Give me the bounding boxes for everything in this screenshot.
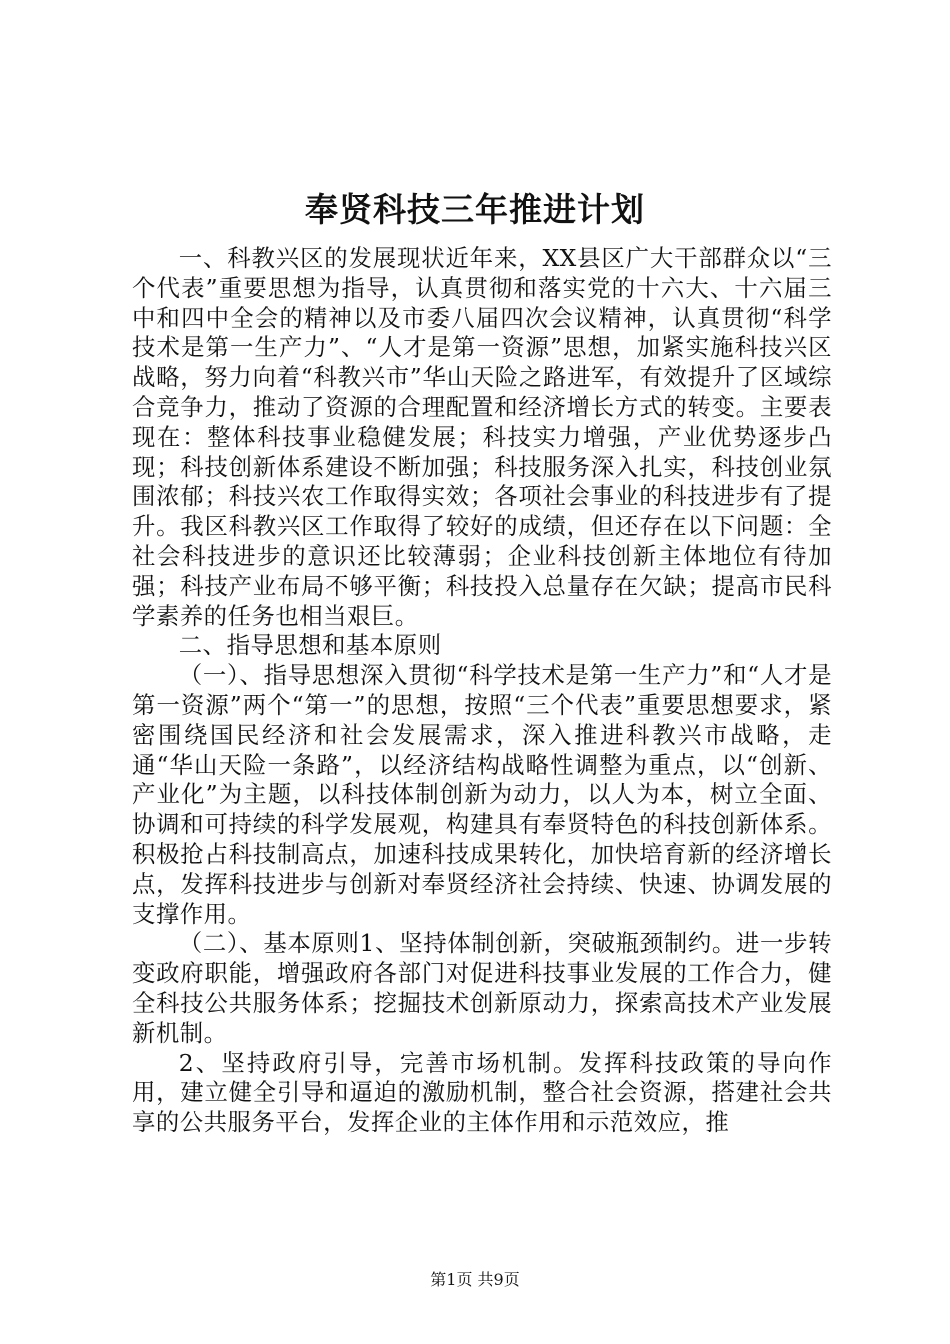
document-body — [132, 244, 832, 1138]
paragraph-guiding-ideology: （一）、指导思想深入贯彻“科学技术是第一生产力”和“人才是第一资源”两个“第一”的思想，按照“三个代表”重要思想要求，紧密围绕国民经济和社会发展需求，深入推进科教兴市战略，走通“华山天险一条路”，以经济结构战略性调整为重点，以“创新、产业化”为主题，以科技体制创新为动力，以人为本，树立全面、协调和可持续的科学发展观，构建具有奉贤特色的科技创新体系。积极抢占科技制高点，加速科技成果转化，加快培育新的经济增长点，发挥科技进步与创新对奉贤经济社会持续、快速、协调发展的支撑作用。 — [132, 661, 832, 928]
paragraph-basic-principles: （二）、基本原则1、坚持体制创新，突破瓶颈制约。进一步转变政府职能，增强政府各部门对促进科技事业发展的工作合力，健全科技公共服务体系；挖掘技术创新原动力，探索高技术产业发展新机制。 — [132, 929, 832, 1047]
paragraph-current-status: 一、科教兴区的发展现状近年来，XX县区广大干部群众以“三个代表”重要思想为指导，认真贯彻和落实党的十六大、十六届三中和四中全会的精神以及市委八届四次会议精神，认真贯彻“科学技术是第一生产力”、“人才是第一资源”思想，加紧实施科技兴区战略，努力向着“科教兴市”华山天险之路进军，有效提升了区域综合竞争力，推动了资源的合理配置和经济增长方式的转变。主要表现在：整体科技事业稳健发展；科技实力增强，产业优势逐步凸现；科技创新体系建设不断加强；科技服务深入扎实，科技创业氛围浓郁；科技兴农工作取得实效；各项社会事业的科技进步有了提升。我区科教兴区工作取得了较好的成绩，但还存在以下问题：全社会科技进步的意识还比较薄弱；企业科技创新主体地位有待加强；科技产业布局不够平衡；科技投入总量存在欠缺；提高市民科学素养的任务也相当艰巨。 — [132, 244, 832, 630]
document-title: 奉贤科技三年推进计划 — [305, 190, 645, 229]
page-indicator: 第1页 共9页 — [430, 1270, 520, 1289]
paragraph-section-heading: 二、指导思想和基本原则 — [178, 631, 442, 660]
paragraph-government-guidance: 2、坚持政府引导，完善市场机制。发挥科技政策的导向作用，建立健全引导和逼迫的激励机制，整合社会资源，搭建社会共享的公共服务平台，发挥企业的主体作用和示范效应，推 — [132, 1048, 832, 1137]
